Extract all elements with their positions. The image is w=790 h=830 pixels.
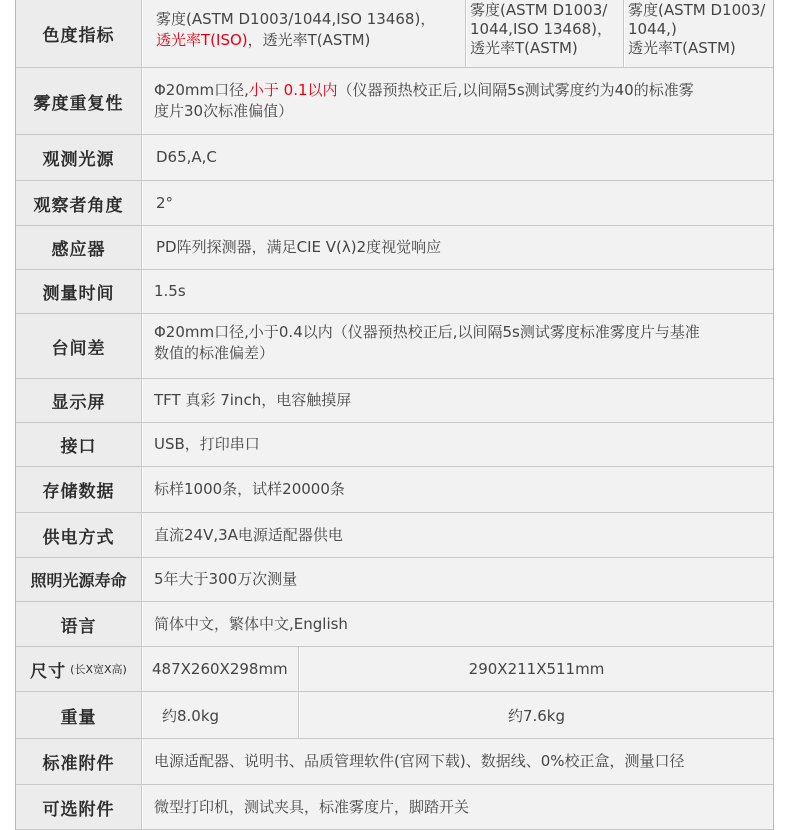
row-size	[16, 647, 773, 692]
size-label-note: (长X宽X高)	[70, 663, 127, 676]
row-value: TFT 真彩 7inch，电容触摸屏	[143, 379, 773, 422]
row-label: 供电方式	[16, 513, 142, 557]
spec-table	[15, 0, 774, 830]
row-storage	[16, 467, 773, 513]
color-index-model-a	[143, 0, 466, 67]
row-label	[16, 647, 142, 691]
row-light-source	[16, 135, 773, 181]
row-value: 标样1000条，试样20000条	[143, 467, 773, 512]
row-color-index	[16, 0, 773, 68]
row-standard-accessories	[16, 739, 773, 785]
row-optional-accessories	[16, 785, 773, 830]
color-index-b-line3: 透光率T(ASTM)	[470, 39, 578, 57]
repeatability-rest: （仪器预热校正后,以间隔5s测试雾度约为40的标准雾	[337, 81, 694, 99]
row-label: 接口	[16, 423, 142, 466]
row-label: 观察者角度	[16, 181, 142, 225]
row-label: 雾度重复性	[16, 68, 142, 134]
row-value: 5年大于300万次测量	[143, 558, 773, 601]
color-index-b-line2: 1044,ISO 13468)，	[470, 20, 613, 38]
row-value	[143, 68, 773, 134]
color-index-model-b	[467, 0, 624, 67]
color-index-c-line2: 1044,)	[628, 20, 677, 38]
row-value: PD阵列探测器，满足CIE V(λ)2度视觉响应	[143, 226, 773, 269]
row-measure-time	[16, 270, 773, 314]
row-label: 语言	[16, 602, 142, 646]
row-value: 直流24V,3A电源适配器供电	[143, 513, 773, 557]
size-model-b: 290X211X511mm	[300, 647, 773, 691]
row-value: 微型打印机，测试夹具，标准雾度片，脚踏开关	[143, 785, 773, 829]
row-inter-instrument	[16, 314, 773, 379]
row-label: 照明光源寿命	[16, 558, 142, 601]
row-label: 观测光源	[16, 135, 142, 180]
inter-instrument-line2: 数值的标准偏差）	[154, 344, 275, 362]
row-label: 标准附件	[16, 739, 142, 784]
row-observer-angle	[16, 181, 773, 226]
row-label: 台间差	[16, 314, 142, 378]
row-value: 2°	[143, 181, 773, 225]
row-power	[16, 513, 773, 558]
size-model-a: 487X260X298mm	[143, 647, 299, 691]
weight-model-a: 约8.0kg	[143, 692, 299, 738]
color-index-c-line1: 雾度(ASTM D1003/	[628, 1, 766, 19]
row-value	[143, 314, 773, 378]
repeatability-prefix: Φ20mm口径,	[154, 81, 249, 99]
row-value: 1.5s	[143, 270, 773, 313]
size-label: 尺寸	[30, 661, 67, 682]
row-label: 可选附件	[16, 785, 142, 829]
color-index-a-line1: 雾度(ASTM D1003/1044,ISO 13468)，	[156, 10, 436, 28]
row-value: USB，打印串口	[143, 423, 773, 466]
row-label: 存储数据	[16, 467, 142, 512]
row-language	[16, 602, 773, 647]
row-sensor	[16, 226, 773, 270]
row-lamp-life	[16, 558, 773, 602]
row-label: 测量时间	[16, 270, 142, 313]
color-index-c-line3: 透光率T(ASTM)	[628, 39, 736, 57]
row-interface	[16, 423, 773, 467]
inter-instrument-line1: Φ20mm口径,小于0.4以内（仪器预热校正后,以间隔5s测试雾度标准雾度片与基准	[154, 323, 700, 341]
row-label: 显示屏	[16, 379, 142, 422]
row-value: 电源适配器、说明书、品质管理软件(官网下载)、数据线、0%校正盒，测量口径	[143, 739, 773, 784]
color-index-b-line1: 雾度(ASTM D1003/	[470, 1, 608, 19]
color-index-model-c	[625, 0, 773, 67]
row-haze-repeatability	[16, 68, 773, 135]
row-display	[16, 379, 773, 423]
row-label: 重量	[16, 692, 142, 738]
highlight-text: 透光率T(ISO)	[156, 31, 248, 49]
color-index-a-line2: ，透光率T(ASTM)	[247, 31, 371, 49]
highlight-text: 小于 0.1以内	[248, 81, 338, 99]
row-weight	[16, 692, 773, 739]
row-label: 色度指标	[16, 0, 142, 67]
weight-model-b: 约7.6kg	[300, 692, 773, 738]
row-value: D65,A,C	[143, 135, 773, 180]
row-label: 感应器	[16, 226, 142, 269]
repeatability-line2: 度片30次标准偏值）	[154, 102, 294, 120]
row-value: 简体中文，繁体中文,English	[143, 602, 773, 646]
